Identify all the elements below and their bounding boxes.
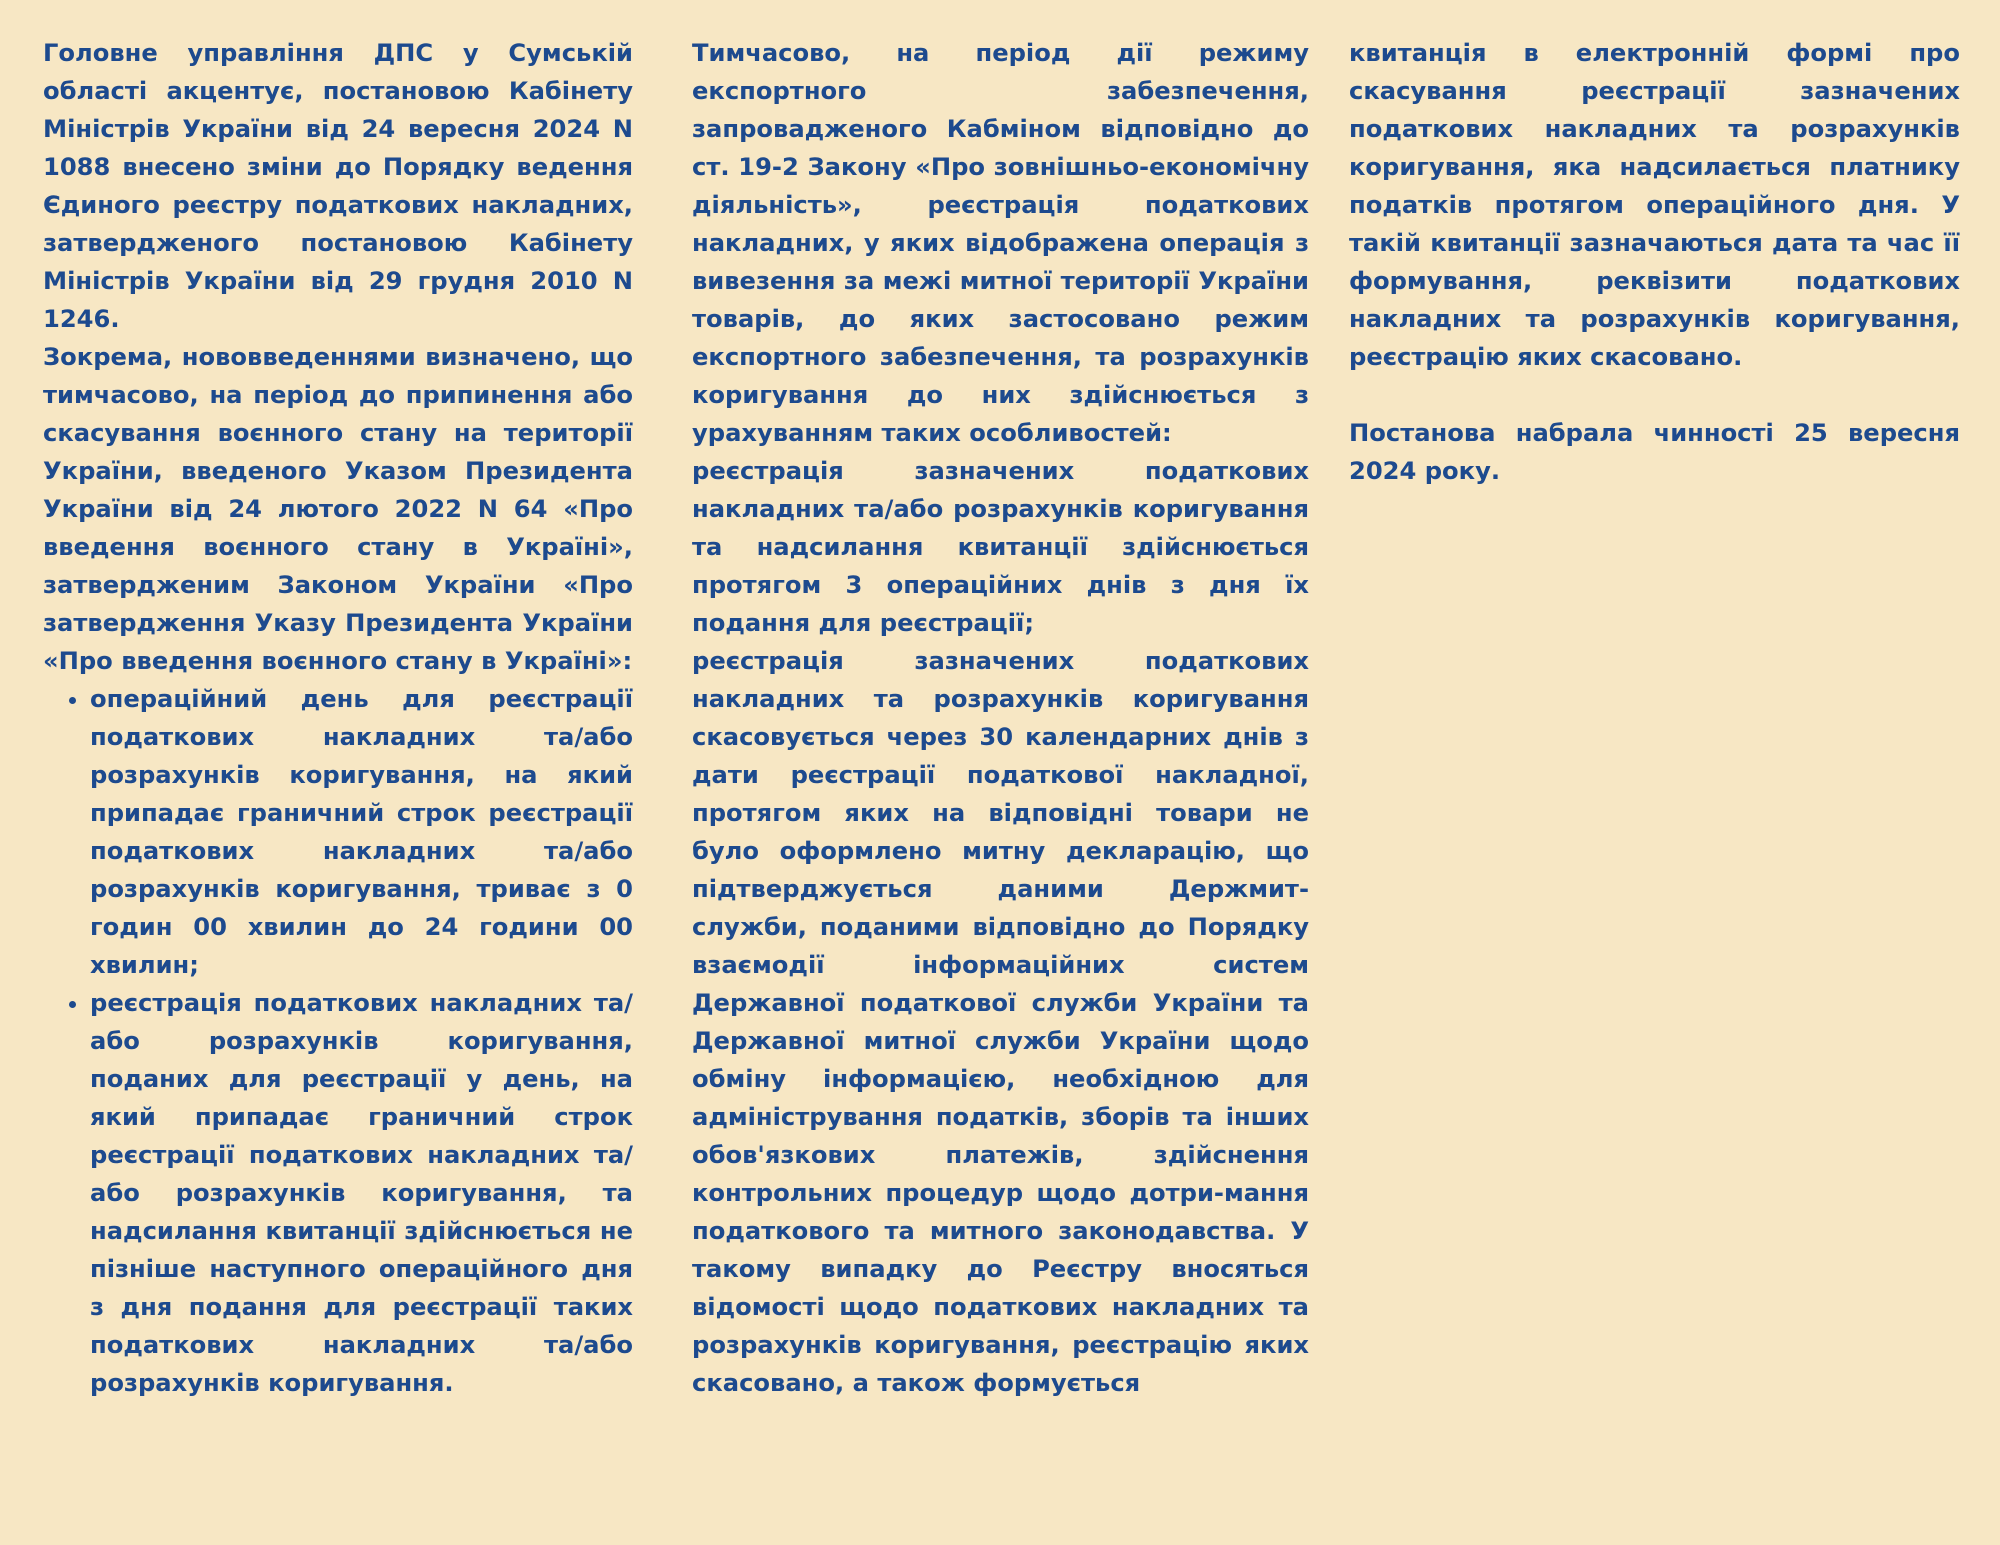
- receipt-paragraph: квитанція в електронній формі про скасування реєстрації зазначених податкових накладних та розрахунків коригування, яка надсилається платнику податків протягом операційного дня. У такій квитанції зазначаються дата та час її формування, реквізити податкових накладних та розрахунків коригування, реєстрацію яких скасовано.: [1349, 39, 1960, 371]
- text-column-2: [692, 34, 1309, 1402]
- intro-paragraph: Головне управління ДПС у Сумській області акцентує, постановою Кабінету Міністрів України від 24 вересня 2024 N 1088 внесено зміни до Порядку ведення Єдиного реєстру податкових накладних, затвердженого постановою Кабінету Міністрів України від 29 грудня 2010 N 1246.: [43, 39, 633, 333]
- details-paragraph: Зокрема, нововведеннями визначено, що тимчасово, на період до припинення або скасування воєнного стану на території України, введеного Указом Президента України від 24 лютого 2022 N 64 «Про введення воєнного стану в Україні», затвердженим Законом України «Про затвердження Указу Президента України «Про введення воєнного стану в Україні»:: [43, 343, 633, 675]
- bullet-item-operational-day: • операційний день для реєстрації податкових накладних та/або розрахунків коригування, на який припадає граничний строк реєстрації податкових накладних та/або розрахунків коригування, триває з 0 годин 00 хвилин до 24 години 00 хвилин;: [90, 680, 633, 984]
- bullet-item-registration: • реєстрація податкових накладних та/або розрахунків коригування, поданих для реєстрації у день, на який припадає граничний строк реєстрації податкових накладних та/або розрахунків коригування, та надсилання квитанції здійснюється не пізніше наступного операційного дня з дня подання для реєстрації таких податкових накладних та/або розрахунків коригування.: [90, 984, 633, 1402]
- paragraph-spacer: [1349, 376, 1960, 414]
- export-regime-paragraph: Тимчасово, на період дії режиму експортного забезпечення, запровадженого Кабміном відповідно до ст. 19-2 Закону «Про зовнішньо-економічну діяльність», реєстрація податкових накладних, у яких відображена операція з вивезення за межі митної території України товарів, до яких застосовано режим експортного забезпечення, та розрахунків коригування до них здійснюється з урахуванням таких особливостей:: [692, 39, 1309, 447]
- registration-cancel-paragraph: реєстрація зазначених податкових накладних та розрахунків коригування скасовується через 30 календарних днів з дати реєстрації податкової накладної, протягом яких на відповідні товари не було оформлено митну декларацію, що підтверджується даними Держмит-служби, поданими відповідно до Порядку взаємодії інформаційних систем Державної податкової служби України та Державної митної служби України щодо обміну інформацією, необхідною для адміністрування податків, зборів та інших обов'язкових платежів, здійснення контрольних процедур щодо дотри-мання податкового та митного законодавства. У такому випадку до Реєстру вносяться відомості щодо податкових накладних та розрахунків коригування, реєстрацію яких скасовано, а також формується: [692, 647, 1309, 1397]
- bullet-list: [43, 680, 633, 1402]
- text-column-3: [1349, 34, 1960, 490]
- effective-date-paragraph: Постанова набрала чинності 25 вересня 2024 року.: [1349, 419, 1960, 485]
- registration-term-paragraph: реєстрація зазначених податкових накладних та/або розрахунків коригування та надсилання квитанції здійснюється протягом 3 операційних днів з дня їх подання для реєстрації;: [692, 457, 1309, 637]
- text-column-1: [43, 34, 633, 1402]
